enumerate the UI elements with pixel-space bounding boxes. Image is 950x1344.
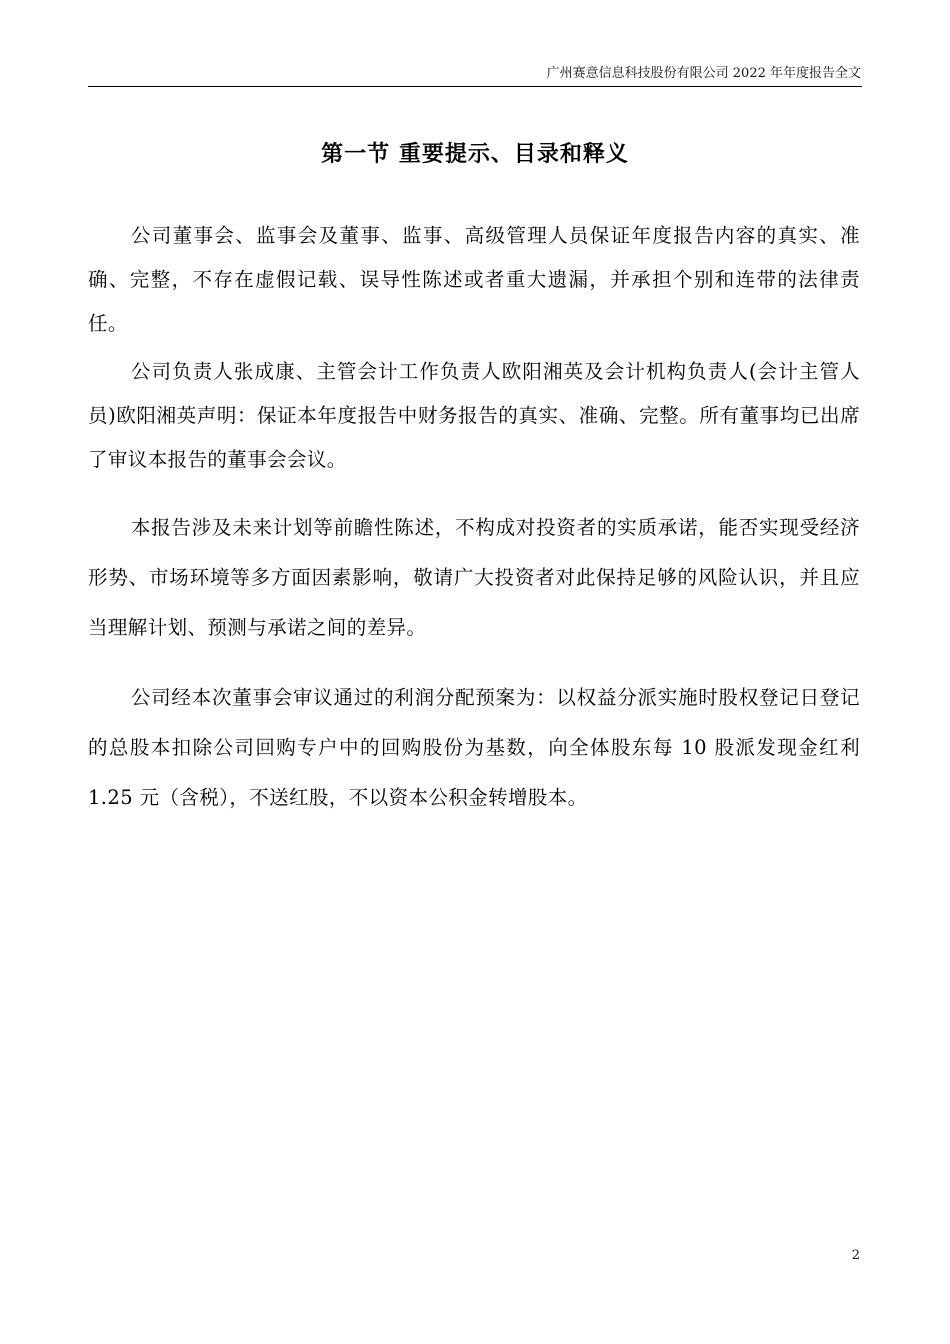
paragraph-responsible-persons-statement: 公司负责人张成康、主管会计工作负责人欧阳湘英及会计机构负责人(会计主管人员)欧阳湘英声明：保证本年度报告中财务报告的真实、准确、完整。所有董事均已出席了审议本报告的董事会会议。 [88,360,860,471]
header-rule [88,86,862,87]
paragraph-forward-looking-statement: 本报告涉及未来计划等前瞻性陈述，不构成对投资者的实质承诺，能否实现受经济形势、市场环境等多方面因素影响，敬请广大投资者对此保持足够的风险认识，并且应当理解计划、预测与承诺之间的差异。 [88,516,860,639]
section-title: 第一节 重要提示、目录和释义 [321,142,629,167]
paragraph-profit-distribution-plan: 公司经本次董事会审议通过的利润分配预案为：以权益分派实施时股权登记日登记的总股本扣除公司回购专户中的回购股份为基数，向全体股东每 10 股派发现金红利 1.25 元（含税），不送红股，不以资本公积金转增股本。 [88,686,860,809]
page-number: 2 [851,1248,860,1263]
paragraph-disclaimer-guarantee: 公司董事会、监事会及董事、监事、高级管理人员保证年度报告内容的真实、准确、完整，不存在虚假记载、误导性陈述或者重大遗漏，并承担个别和连带的法律责任。 [88,224,860,335]
running-header-title: 广州赛意信息科技股份有限公司 2022 年年度报告全文 [546,66,861,81]
